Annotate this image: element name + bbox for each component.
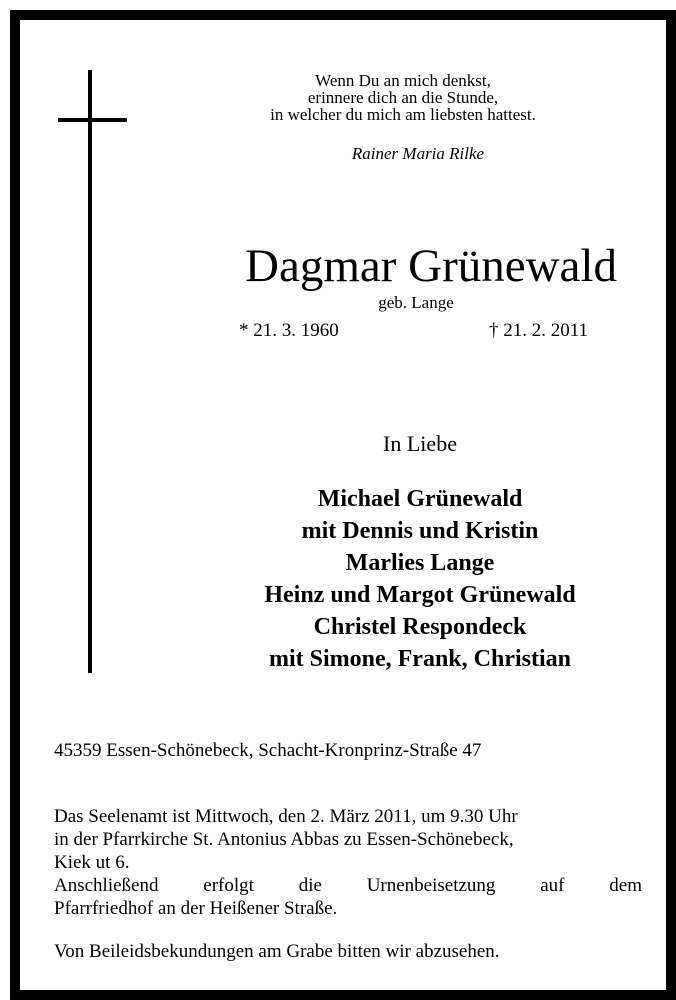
quote-line: erinnere dich an die Stunde, (307, 88, 499, 107)
quote-line: Wenn Du an mich denkst, (315, 71, 491, 90)
family-address: 45359 Essen-Schönebeck, Schacht-Kronprinz-Straße 47 (54, 740, 482, 761)
mourner-line: Christel Respondeck (313, 614, 527, 640)
mourner-line: Heinz und Margot Grünewald (264, 582, 576, 608)
service-line: Anschließend erfolgt die Urnenbeisetzung auf dem (54, 875, 642, 896)
mourner-line: Michael Grünewald (317, 486, 523, 512)
death-date: † 21. 2. 2011 (489, 320, 589, 341)
dedication: In Liebe (383, 431, 457, 456)
maiden-name: geb. Lange (378, 293, 454, 312)
cross-horizontal-bar (58, 118, 127, 122)
service-line: Das Seelenamt ist Mittwoch, den 2. März 2011, um 9.30 Uhr (54, 806, 518, 827)
service-line: in der Pfarrkirche St. Antonius Abbas zu Essen-Schönebeck, (54, 829, 514, 850)
mourner-line: mit Dennis und Kristin (301, 518, 539, 544)
birth-date: * 21. 3. 1960 (239, 320, 339, 341)
mourner-line: mit Simone, Frank, Christian (268, 646, 571, 672)
service-line: Pfarrfriedhof an der Heißener Straße. (54, 898, 338, 919)
service-line: Kiek ut 6. (54, 852, 130, 873)
cross-vertical-bar (88, 70, 92, 673)
poem-quote (210, 72, 596, 123)
service-info (54, 805, 642, 920)
obituary-frame (10, 10, 676, 1000)
mourner-line: Marlies Lange (345, 550, 495, 576)
mourners-list (190, 483, 650, 675)
condolence-note: Von Beileidsbekundungen am Grabe bitten wir abzusehen. (54, 941, 500, 962)
quote-author: Rainer Maria Rilke (351, 144, 485, 163)
deceased-name: Dagmar Grünewald (245, 240, 617, 292)
quote-line: in welcher du mich am liebsten hattest. (270, 105, 536, 124)
